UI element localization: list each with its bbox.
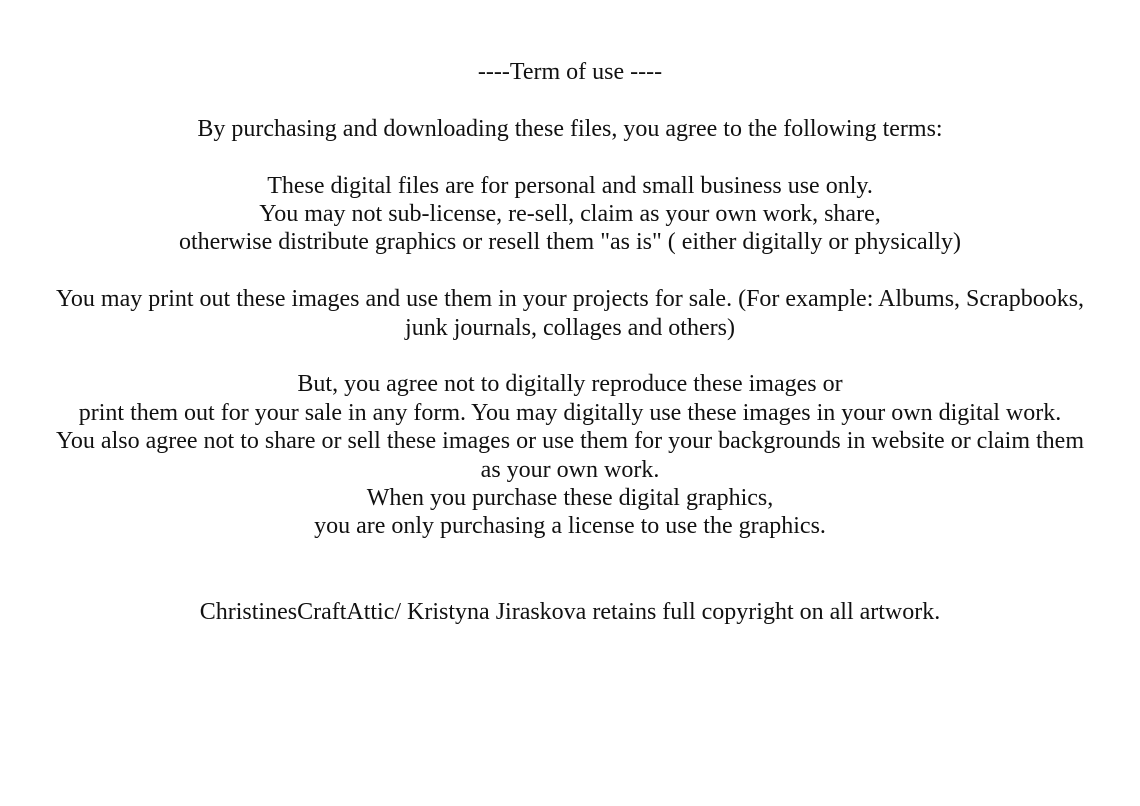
paragraph-line: you are only purchasing a license to use the graphics. bbox=[314, 513, 826, 540]
paragraph-restrictions bbox=[0, 370, 1140, 540]
copyright-notice: ChristinesCraftAttic/ Kristyna Jiraskova retains full copyright on all artwork. bbox=[199, 598, 941, 625]
paragraph-line: otherwise distribute graphics or resell them "as is" ( either digitally or physically) bbox=[178, 229, 962, 256]
paragraph-line: You may not sub-license, re-sell, claim as your own work, share, bbox=[259, 201, 881, 227]
paragraph-line: You may print out these images and use them in your projects for sale. (For example: Albums, Scrapbooks, bbox=[55, 286, 1085, 313]
paragraph-line: as your own work. bbox=[480, 456, 660, 483]
paragraph-personal-use bbox=[0, 172, 1140, 257]
spacer bbox=[0, 257, 1140, 285]
paragraph-line: When you purchase these digital graphics, bbox=[366, 485, 774, 512]
paragraph-line: You also agree not to share or sell these images or use them for your backgrounds in website or claim them bbox=[56, 428, 1084, 455]
paragraph-line: print them out for your sale in any form. You may digitally use these images in your own digital work. bbox=[78, 399, 1062, 426]
spacer bbox=[0, 143, 1140, 171]
paragraph-line: But, you agree not to digitally reproduce these images or bbox=[297, 371, 843, 398]
intro-text: By purchasing and downloading these files, you agree to the following terms: bbox=[197, 115, 943, 142]
paragraph-line: These digital files are for personal and small business use only. bbox=[267, 172, 873, 199]
paragraph-line: junk journals, collages and others) bbox=[405, 314, 735, 341]
document-title: ----Term of use ---- bbox=[477, 59, 663, 85]
spacer bbox=[0, 541, 1140, 598]
spacer bbox=[0, 342, 1140, 370]
spacer bbox=[0, 86, 1140, 114]
terms-of-use-document bbox=[0, 58, 1140, 626]
paragraph-print-use bbox=[0, 285, 1140, 342]
